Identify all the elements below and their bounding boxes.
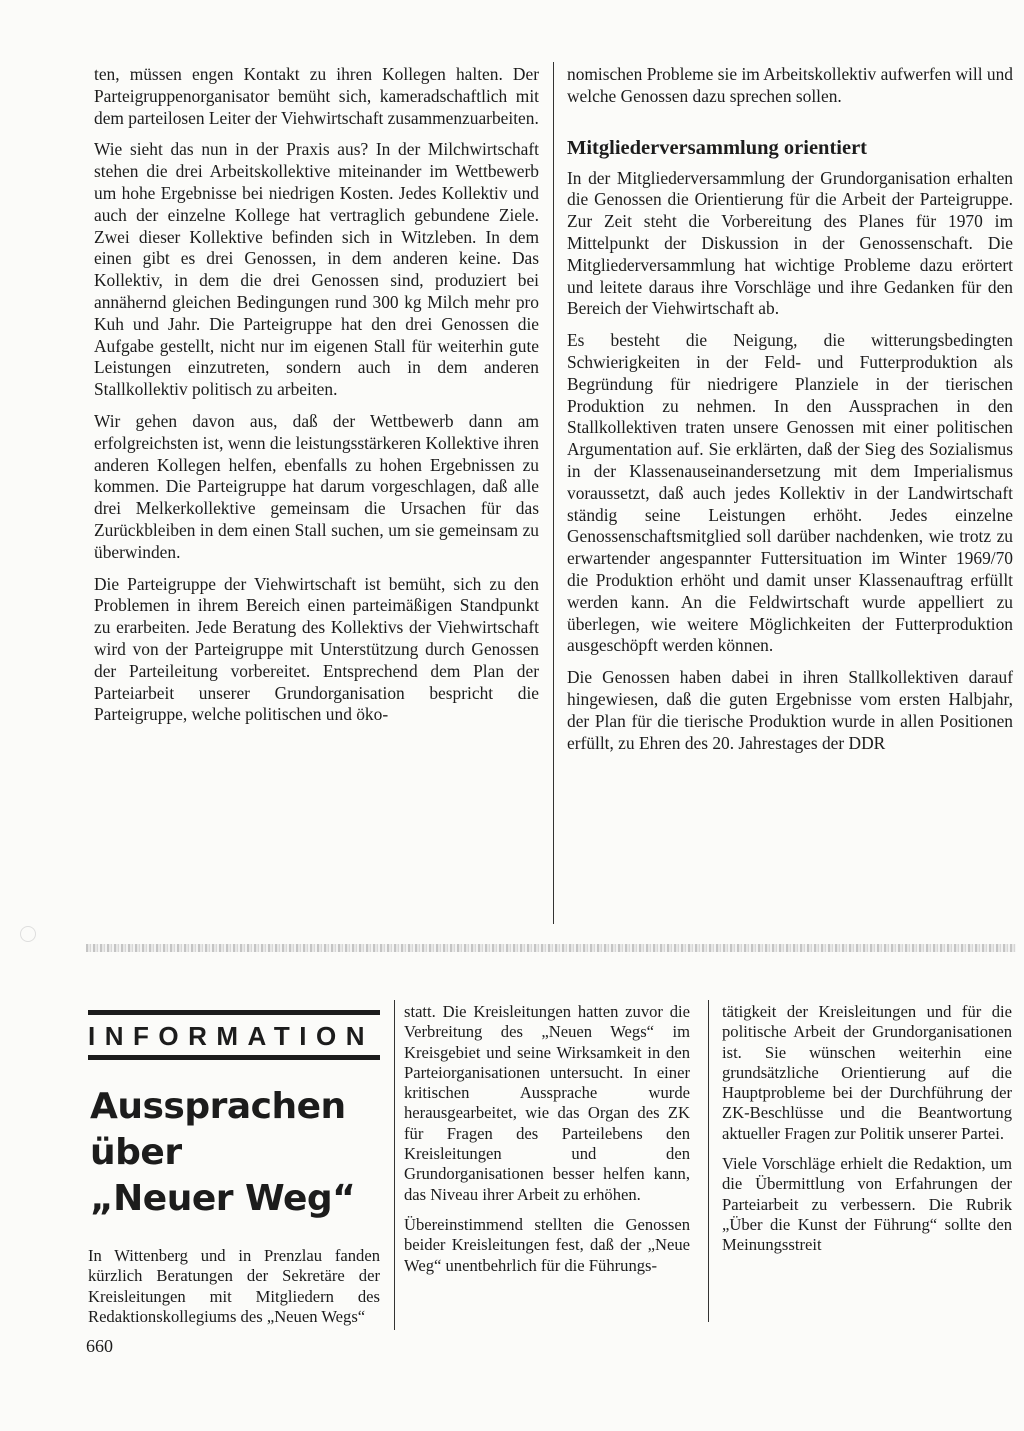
paragraph: In Wittenberg und in Prenzlau fanden kürzlich Beratungen der Sekretäre der Kreisleitungen mit Mitgliedern des Redaktionskollegiums des „Neuen Wegs“	[88, 1246, 380, 1326]
paragraph: Die Parteigruppe der Viehwirtschaft ist bemüht, sich zu den Problemen in ihrem Bereich einen parteimäßigen Standpunkt zu erarbeiten. Jede Beratung des Kollektivs der Viehwirtschaft wird von der Parteigruppe mit Unterstützung durch Genossen der Parteileitung vorbereitet. Entsprechend dem Plan der Parteiarbeit unserer Grundorganisation bespricht die Parteigruppe, welche politischen und öko-	[94, 573, 539, 725]
headline-line: über	[90, 1132, 182, 1173]
info-column-1	[88, 1010, 380, 1327]
paragraph: In der Mitgliederversammlung der Grundorganisation erhalten die Genossen die Orientierung für die Arbeit der Parteigruppe. Zur Zeit steht die Vorbereitung des Planes für 1970 im Mittelpunkt der Diskussion in der Genossenschaft. Die Mitgliederversammlung hat wichtige Probleme dazu erörtert und leitete daraus ihre Vorschläge und ihre Gedanken für den Bereich der Viehwirtschaft ab.	[567, 167, 1013, 319]
paragraph: Übereinstimmend stellten die Genossen beider Kreisleitungen fest, daß der „Neue Weg“ unentbehrlich für die Führungs-	[404, 1214, 690, 1275]
paragraph: ten, müssen engen Kontakt zu ihren Kollegen halten. Der Parteigruppenorganisator bemüht sich, kameradschaftlich mit dem parteilosen Leiter der Viehwirtschaft zusammenzuarbeiten.	[94, 64, 539, 128]
page-number: 660	[86, 1336, 113, 1356]
info-column-2	[404, 1002, 690, 1276]
article-column-top-right	[567, 64, 1013, 754]
paragraph: Viele Vorschläge erhielt die Redaktion, um die Übermittlung von Erfahrungen der Parteiarbeit zu verbessern. Die Rubrik „Über die Kunst der Führung“ sollte den Meinungsstreit	[722, 1154, 1012, 1255]
info-column-3	[722, 1002, 1012, 1256]
column-divider	[394, 1000, 395, 1330]
scan-mark	[20, 926, 36, 942]
paragraph: Es besteht die Neigung, die witterungsbedingten Schwierigkeiten in der Feld- und Futterproduktion als Begründung für niedrigere Planziele in der tierischen Produktion zu nehmen. In den Aussprachen in den Stallkollektiven traten unsere Genossen mit einer politischen Argumentation auf. Sie erklärten, daß der Sieg des Sozialismus in der Klassenauseinandersetzung mit dem Imperialismus voraussetzt, daß auch jedes Kollektiv in der Landwirtschaft ständig seine Leistungen erhöht. Jedes einzelne Genossenschaftsmitglied soll darüber nachdenken, wie trotz zu erwartender angespannter Futtersituation im Winter 1969/70 die Produktion erhöht und damit unser Klassenauftrag erfüllt werden kann. An die Feldwirtschaft wurde appelliert zu überlegen, wie weitere Möglichkeiten der Futterproduktion ausgeschöpft werden können.	[567, 330, 1013, 656]
headline-line: Aussprachen	[90, 1086, 346, 1127]
info-label: INFORMATION	[88, 1010, 380, 1060]
section-separator	[86, 944, 1016, 952]
paragraph: Wie sieht das nun in der Praxis aus? In der Milchwirtschaft stehen die drei Arbeitskollektive miteinander im Wettbewerb um hohe Ergebnisse bei niedrigen Kosten. Jedes Kollektiv und auch der einzelne Kollege hat vertraglich gebundene Ziele. Zwei dieser Kollektive befinden sich in Witzleben. In dem einen gibt es drei Genossen, in dem anderen keine. Das Kollektiv, in dem die drei Genossen sind, produziert bei annähernd gleichen Bedingungen rund 300 kg Milch mehr pro Kuh und Jahr. Die Parteigruppe hat den drei Genossen die Aufgabe gestellt, nicht nur im eigenen Stall für weiterhin gute Leistungen einzutreten, sondern auch in dem anderen Stallkollektiv politisch zu arbeiten.	[94, 139, 539, 400]
column-divider	[708, 1000, 709, 1322]
paragraph: nomischen Probleme sie im Arbeitskollektiv aufwerfen will und welche Genossen dazu sprechen sollen.	[567, 64, 1013, 106]
section-heading: Mitgliederversammlung orientiert	[567, 136, 868, 159]
paragraph: Wir gehen davon aus, daß der Wettbewerb dann am erfolgreichsten ist, wenn die leistungsstärkeren Kollektive ihren anderen Kollegen helfen, ebenfalls zu hohen Ergebnissen zu kommen. Die Parteigruppe hat darum vorgeschlagen, daß alle drei Melkerkollektive gemeinsam die Ursachen für das Zurückbleiben in dem einen Stall suchen, um sie gemeinsam zu überwinden.	[94, 410, 539, 562]
headline-line: „Neuer Weg“	[90, 1178, 356, 1219]
article-column-top-left	[94, 64, 539, 726]
paragraph: tätigkeit der Kreisleitungen und für die politische Arbeit der Grundorganisationen ist. Sie wünschen weiterhin eine grundsätzliche Orientierung auf die Hauptprobleme bei der Durchführung der ZK-Beschlüsse und die Beantwortung aktueller Fragen zur Politik unserer Partei.	[722, 1002, 1012, 1143]
paragraph: statt. Die Kreisleitungen hatten zuvor die Verbreitung des „Neuen Wegs“ im Kreisgebiet und seine Wirksamkeit in den Parteiorganisationen untersucht. In einer kritischen Aussprache wurde herausgearbeitet, wie das Organ des ZK für Fragen des Parteilebens den Kreisleitungen und den Grundorganisationen besser helfen kann, das Niveau ihrer Arbeit zu erhöhen.	[404, 1002, 690, 1204]
column-divider	[553, 62, 554, 924]
paragraph: Die Genossen haben dabei in ihren Stallkollektiven darauf hingewiesen, daß die guten Ergebnisse vom ersten Halbjahr, der Plan für die tierische Produktion wurde in allen Positionen erfüllt, zu Ehren des 20. Jahrestages der DDR	[567, 667, 1013, 753]
info-headline	[90, 1084, 380, 1222]
